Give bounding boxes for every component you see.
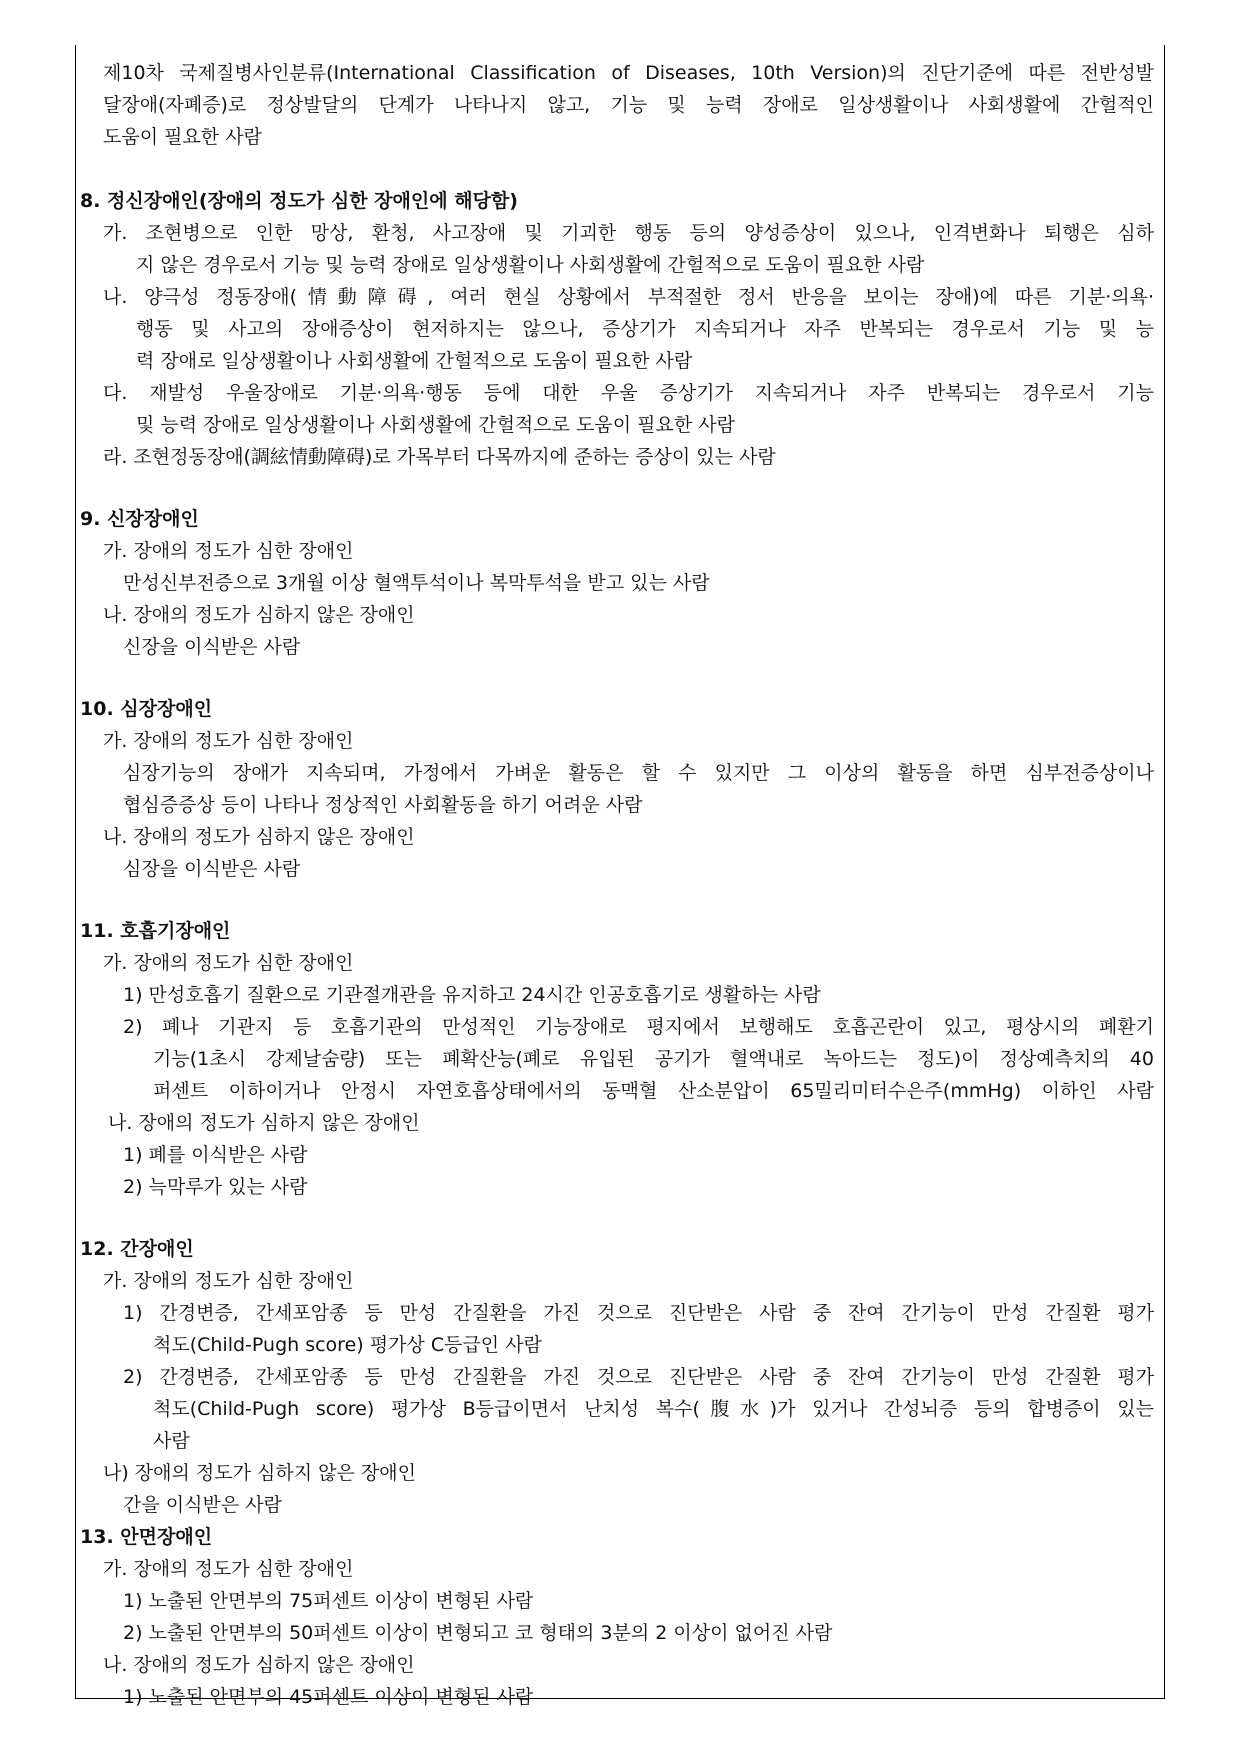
s12-item-ga: 가. 장애의 정도가 심한 장애인 (103, 1270, 354, 1292)
s13-item-ga-1: 1) 노출된 안면부의 75퍼센트 이상이 변형된 사람 (123, 1590, 534, 1612)
s9-item-na-desc: 신장을 이식받은 사람 (123, 636, 301, 658)
s8-item-da: 다. 재발성 우울장애로 기분·의욕·행동 등에 대한 우울 증상기가 지속되거나 자주 반복되는 경우로서 기능 (103, 382, 1154, 404)
s11-item-ga-1: 1) 만성호흡기 질환으로 기관절개관을 유지하고 24시간 인공호흡기로 생활하는 사람 (123, 984, 821, 1006)
s11-item-na: 나. 장애의 정도가 심하지 않은 장애인 (108, 1112, 420, 1134)
s11-item-ga: 가. 장애의 정도가 심한 장애인 (103, 952, 354, 974)
s10-item-ga-desc-cont: 협심증증상 등이 나타나 정상적인 사회활동을 하기 어려운 사람 (123, 794, 643, 816)
intro-line: 도움이 필요한 사람 (103, 126, 262, 148)
s13-item-na-1: 1) 노출된 안면부의 45퍼센트 이상이 변형된 사람 (123, 1686, 534, 1708)
s11-item-na-1: 1) 폐를 이식받은 사람 (123, 1144, 308, 1166)
s12-item-na: 나) 장애의 정도가 심하지 않은 장애인 (103, 1462, 416, 1484)
s10-item-ga: 가. 장애의 정도가 심한 장애인 (103, 730, 354, 752)
section-10-heading: 10. 심장장애인 (80, 698, 213, 720)
section-13-heading: 13. 안면장애인 (80, 1526, 213, 1548)
s12-item-ga-2-cont: 사람 (153, 1430, 190, 1452)
s13-item-ga-2: 2) 노출된 안면부의 50퍼센트 이상이 변형되고 코 형태의 3분의 2 이상이 없어진 사람 (123, 1622, 833, 1644)
s8-item-da-cont: 및 능력 장애로 일상생활이나 사회생활에 간헐적으로 도움이 필요한 사람 (136, 414, 735, 436)
s12-item-ga-2: 2) 간경변증, 간세포암종 등 만성 간질환을 가진 것으로 진단받은 사람 중 잔여 간기능이 만성 간질환 평가 (123, 1366, 1154, 1388)
section-12-heading: 12. 간장애인 (80, 1238, 194, 1260)
document-frame (75, 45, 1165, 1708)
s13-item-na: 나. 장애의 정도가 심하지 않은 장애인 (103, 1654, 415, 1676)
s12-item-ga-1-cont: 척도(Child-Pugh score) 평가상 C등급인 사람 (153, 1334, 542, 1356)
s11-item-ga-2-cont: 퍼센트 이하이거나 안정시 자연호흡상태에서의 동맥혈 산소분압이 65밀리미터수은주(mmHg) 이하인 사람 (153, 1080, 1154, 1102)
s11-item-ga-2: 2) 폐나 기관지 등 호흡기관의 만성적인 기능장애로 평지에서 보행해도 호흡곤란이 있고, 평상시의 폐환기 (123, 1016, 1154, 1038)
s10-item-na-desc: 심장을 이식받은 사람 (123, 858, 301, 880)
s12-item-ga-1: 1) 간경변증, 간세포암종 등 만성 간질환을 가진 것으로 진단받은 사람 중 잔여 간기능이 만성 간질환 평가 (123, 1302, 1154, 1324)
s8-item-ga: 가. 조현병으로 인한 망상, 환청, 사고장애 및 기괴한 행동 등의 양성증상이 있으나, 인격변화나 퇴행은 심하 (103, 222, 1154, 244)
s10-item-ga-desc: 심장기능의 장애가 지속되며, 가정에서 가벼운 활동은 할 수 있지만 그 이상의 활동을 하면 심부전증상이나 (123, 762, 1154, 784)
s11-item-na-2: 2) 늑막루가 있는 사람 (123, 1176, 308, 1198)
s8-item-na-cont: 행동 및 사고의 장애증상이 현저하지는 않으나, 증상기가 지속되거나 자주 반복되는 경우로서 기능 및 능 (136, 318, 1154, 340)
section-11-heading: 11. 호흡기장애인 (80, 920, 231, 942)
s12-item-ga-2-cont: 척도(Child-Pugh score) 평가상 B등급이면서 난치성 복수(腹水)가 있거나 간성뇌증 등의 합병증이 있는 (153, 1398, 1154, 1420)
s9-item-ga: 가. 장애의 정도가 심한 장애인 (103, 540, 354, 562)
s11-item-ga-2-cont: 기능(1초시 강제날숨량) 또는 폐확산능(폐로 유입된 공기가 혈액내로 녹아드는 정도)이 정상예측치의 40 (153, 1048, 1154, 1070)
s13-item-ga: 가. 장애의 정도가 심한 장애인 (103, 1558, 354, 1580)
s12-item-na-desc: 간을 이식받은 사람 (123, 1494, 282, 1516)
s8-item-ra: 라. 조현정동장애(調絃情動障碍)로 가목부터 다목까지에 준하는 증상이 있는 사람 (103, 446, 776, 468)
s8-item-ga-cont: 지 않은 경우로서 기능 및 능력 장애로 일상생활이나 사회생활에 간헐적으로 도움이 필요한 사람 (136, 254, 925, 276)
intro-line: 달장애(자폐증)로 정상발달의 단계가 나타나지 않고, 기능 및 능력 장애로 일상생활이나 사회생활에 간헐적인 (103, 94, 1154, 116)
s9-item-na: 나. 장애의 정도가 심하지 않은 장애인 (103, 604, 415, 626)
section-8-heading: 8. 정신장애인(장애의 정도가 심한 장애인에 해당함) (80, 190, 518, 212)
s9-item-ga-desc: 만성신부전증으로 3개월 이상 혈액투석이나 복막투석을 받고 있는 사람 (123, 572, 710, 594)
section-9-heading: 9. 신장장애인 (80, 508, 199, 530)
s8-item-na-cont: 력 장애로 일상생활이나 사회생활에 간헐적으로 도움이 필요한 사람 (136, 350, 693, 372)
intro-line: 제10차 국제질병사인분류(International Classification of Diseases, 10th Version)의 진단기준에 따른 전반성발 (103, 62, 1154, 84)
s10-item-na: 나. 장애의 정도가 심하지 않은 장애인 (103, 826, 415, 848)
s8-item-na: 나. 양극성 정동장애(情動障碍, 여러 현실 상황에서 부적절한 정서 반응을 보이는 장애)에 따른 기분·의욕· (103, 286, 1154, 308)
